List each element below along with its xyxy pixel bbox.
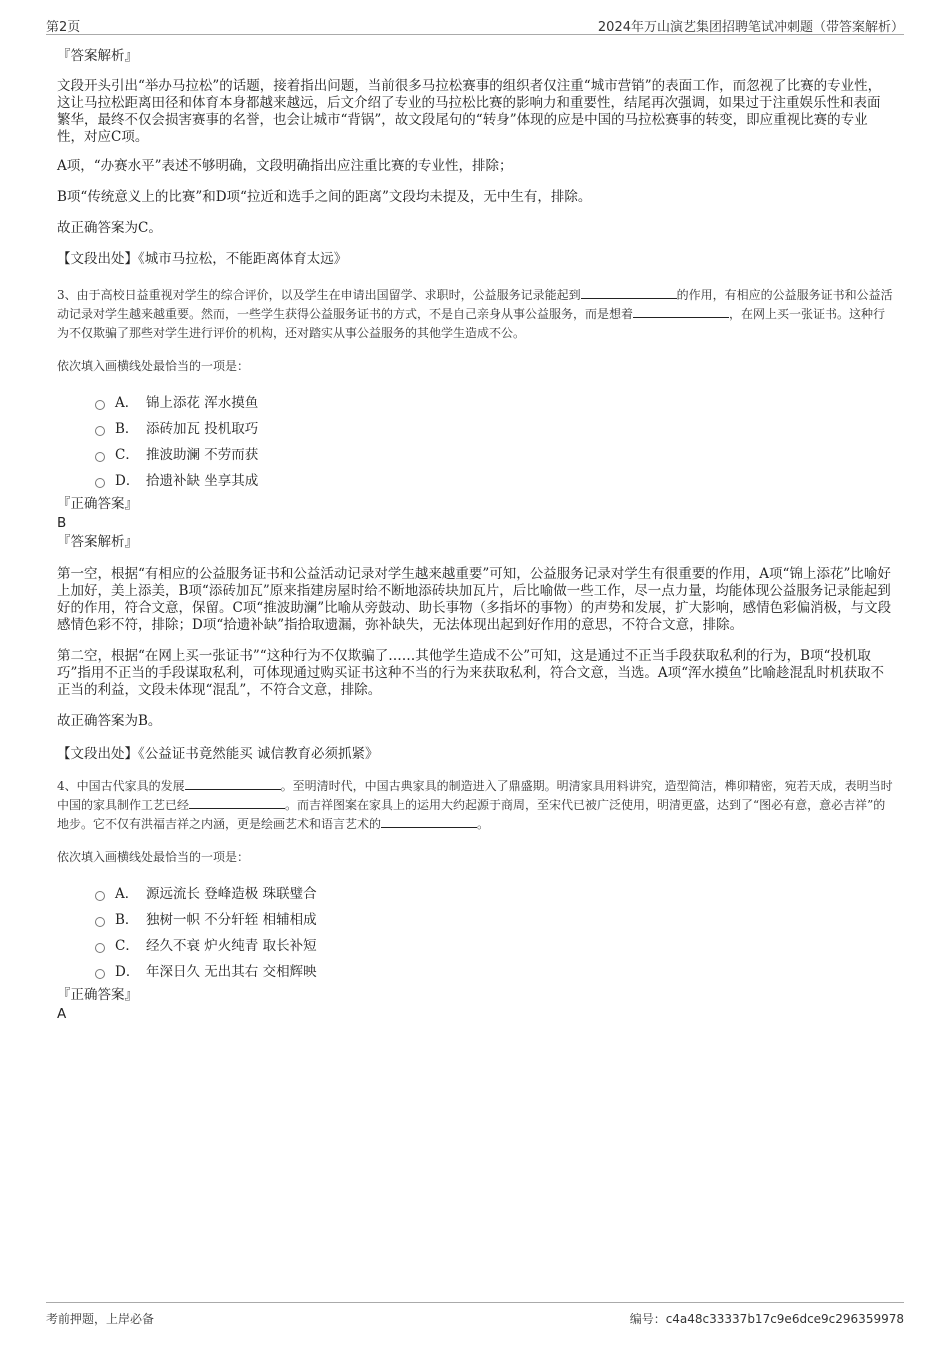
q3-answer-line: 故正确答案为B。 xyxy=(57,713,162,729)
page-content xyxy=(57,48,893,1023)
document-title: 2024年万山演艺集团招聘笔试冲刺题（带答案解析） xyxy=(597,20,904,35)
q3-blank-2 xyxy=(633,305,729,318)
radio-icon[interactable] xyxy=(95,891,105,901)
q3-option-c[interactable]: C． 推波助澜 不劳而获 xyxy=(95,442,893,468)
q4-option-d[interactable]: D． 年深日久 无出其右 交相辉映 xyxy=(95,959,893,985)
q3-stem-part-2: 的作用，有相应的公益服务证书和公益活动记录对学生越来越重要。然而，一些学生获得公益服务证书的方式，不是自己亲身从事公益服务，而是想着 xyxy=(57,288,893,321)
document-serial: 编号：c4a48c33337b17c9e6dce9c296359978 xyxy=(629,1312,904,1326)
q4-stem xyxy=(57,777,893,834)
q4-options xyxy=(95,881,893,985)
radio-icon[interactable] xyxy=(95,452,105,462)
page-number: 第2页 xyxy=(46,20,81,35)
q4-blank-3 xyxy=(381,815,477,828)
q2-analysis-p2: A项，“办赛水平”表述不够明确，文段明确指出应注重比赛的专业性，排除； xyxy=(57,158,513,174)
q4-blank-2 xyxy=(189,796,285,809)
q4-correct-label: 『正确答案』 xyxy=(57,987,138,1003)
q3-correct-answer: B xyxy=(57,515,67,531)
radio-icon[interactable] xyxy=(95,917,105,927)
page-header xyxy=(46,14,904,35)
radio-icon[interactable] xyxy=(95,400,105,410)
q4-blank-1 xyxy=(185,777,281,790)
radio-icon[interactable] xyxy=(95,426,105,436)
q3-analysis-p2: 第二空，根据“在网上买一张证书”“这种行为不仅欺骗了……其他学生造成不公”可知，这是通过不正当手段获取私利的行为，B项“投机取巧”指用不正当的手段谋取私利，可体现通过购买证书这种不当的行为来获取私利，符合文意，当选。A项“浑水摸鱼”比喻趁混乱时机获取不正当的利益，文段未体现“混乱”，不符合文意，排除。 xyxy=(57,648,884,698)
q4-option-b[interactable]: B． 独树一帜 不分轩轾 相辅相成 xyxy=(95,907,893,933)
radio-icon[interactable] xyxy=(95,478,105,488)
q2-answer-line: 故正确答案为C。 xyxy=(57,220,162,236)
q4-stem-part-3: 。而吉祥图案在家具上的运用大约起源于商周，至宋代已被广泛使用，明清更盛，达到了“图必有意，意必吉祥”的地步。它不仅有洪福吉祥之内涵，更是绘画艺术和语言艺术的 xyxy=(57,798,886,831)
q3-stem-part-1: 3、由于高校日益重视对学生的综合评价，以及学生在申请出国留学、求职时，公益服务记录能起到 xyxy=(57,288,581,302)
q2-source: 【文段出处】《城市马拉松，不能距离体育太远》 xyxy=(57,251,348,267)
q3-option-b[interactable]: B． 添砖加瓦 投机取巧 xyxy=(95,416,893,442)
q3-analysis-label: 『答案解析』 xyxy=(57,534,138,550)
q3-source: 【文段出处】《公益证书竟然能买 诚信教育必须抓紧》 xyxy=(57,746,379,762)
radio-icon[interactable] xyxy=(95,969,105,979)
q4-prompt: 依次填入画横线处最恰当的一项是： xyxy=(57,850,250,864)
q4-correct-answer: A xyxy=(57,1006,67,1022)
q2-analysis-p1: 文段开头引出“举办马拉松”的话题，接着指出问题，当前很多马拉松赛事的组织者仅注重“城市营销”的表面工作，而忽视了比赛的专业性，这让马拉松距离田径和体育本身都越来越远，后文介绍了专业的马拉松比赛的影响力和重要性，结尾再次强调，如果过于注重娱乐性和表面繁华，最终不仅会损害赛事的名誉，也会让城市“背锅”，故文段尾句的“转身”体现的应是中国的马拉松赛事的转变，即应重视比赛的专业性，对应C项。 xyxy=(57,78,882,145)
q3-option-d[interactable]: D． 拾遗补缺 坐享其成 xyxy=(95,468,893,494)
q3-analysis-p1: 第一空，根据“有相应的公益服务证书和公益活动记录对学生越来越重要”可知，公益服务记录对学生有很重要的作用，A项“锦上添花”比喻好上加好，美上添美，B项“添砖加瓦”原来指建房屋时给不断地添砖块加瓦片，后比喻做一些工作，尽一点力量，均能体现公益服务记录能起到好的作用，符合文意，保留。C项“推波助澜”比喻从旁鼓动、助长事物（多指坏的事物）的声势和发展，扩大影响，感情色彩偏消极，与文段感情色彩不符，排除；D项“拾遗补缺”指拾取遗漏，弥补缺失，无法体现出起到好作用的意思，不符合文意，排除。 xyxy=(57,566,892,633)
q4-stem-part-1: 4、中国古代家具的发展 xyxy=(57,779,185,793)
q4-stem-part-4: 。 xyxy=(477,817,490,831)
radio-icon[interactable] xyxy=(95,943,105,953)
q4-option-a[interactable]: A． 源远流长 登峰造极 珠联璧合 xyxy=(95,881,893,907)
q3-blank-1 xyxy=(581,286,677,299)
q3-options xyxy=(95,390,893,494)
q3-option-a[interactable]: A． 锦上添花 浑水摸鱼 xyxy=(95,390,893,416)
q3-stem xyxy=(57,286,893,343)
q2-analysis-p3: B项“传统意义上的比赛”和D项“拉近和选手之间的距离”文段均未提及，无中生有，排除。 xyxy=(57,189,592,205)
q4-stem-part-2: 。至明清时代，中国古典家具的制造进入了鼎盛期。明清家具用料讲究，造型简洁，榫卯精密，宛若天成，表明当时中国的家具制作工艺已经 xyxy=(57,779,893,812)
q4-option-c[interactable]: C． 经久不衰 炉火纯青 取长补短 xyxy=(95,933,893,959)
q3-stem-part-3: ，在网上买一张证书。这种行为不仅欺骗了那些对学生进行评价的机构，还对踏实从事公益服务的其他学生造成不公。 xyxy=(57,307,886,340)
page-footer xyxy=(46,1302,904,1325)
q3-prompt: 依次填入画横线处最恰当的一项是： xyxy=(57,359,250,373)
q3-correct-label: 『正确答案』 xyxy=(57,496,138,512)
q2-analysis-label: 『答案解析』 xyxy=(57,48,138,64)
footer-slogan: 考前押题，上岸必备 xyxy=(46,1312,155,1326)
